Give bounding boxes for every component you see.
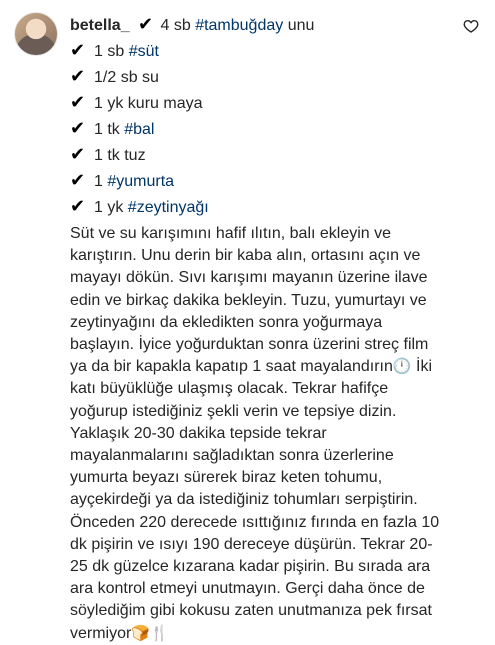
clock-emoji: 🕛 — [392, 358, 412, 376]
ingredient-text: 1/2 sb su — [94, 69, 159, 86]
comment-body — [70, 12, 481, 642]
heart-outline-icon[interactable] — [463, 18, 479, 34]
ingredient-item — [70, 90, 441, 116]
check-icon: ✔ — [138, 14, 154, 34]
username[interactable]: betella_ — [70, 17, 130, 34]
ingredient-hashtag[interactable]: #süt — [128, 43, 159, 60]
ingredient-text: 1 — [94, 173, 108, 190]
ingredient-item — [70, 168, 441, 194]
ingredient-item — [70, 64, 441, 90]
check-icon: ✔ — [70, 66, 86, 86]
ingredient-list — [70, 38, 441, 220]
ingredient-hashtag[interactable]: #bal — [124, 121, 155, 138]
ingredient-text: 1 yk kuru maya — [94, 95, 203, 112]
first-line — [70, 12, 441, 38]
check-icon: ✔ — [70, 118, 86, 138]
instructions — [70, 223, 441, 645]
ingredient-text: 1 tk tuz — [94, 147, 146, 164]
avatar[interactable] — [14, 12, 58, 56]
check-icon: ✔ — [70, 170, 86, 190]
first-line-suffix: unu — [283, 17, 315, 34]
cutlery-emoji: 🍴 — [150, 624, 169, 642]
ingredient-item — [70, 194, 441, 220]
ingredient-text: 1 sb — [94, 43, 129, 60]
check-icon: ✔ — [70, 92, 86, 112]
ingredient-item — [70, 116, 441, 142]
first-line-text: 4 sb — [156, 17, 196, 34]
ingredient-item — [70, 38, 441, 64]
ingredient-item — [70, 142, 441, 168]
instructions-part1: Süt ve su karışımını hafif ılıtın, balı ekleyin ve karıştırın. Unu derin bir kaba alın, ortasını açın ve mayayı dökün. Sıvı karışımı mayanın üzerine ilave edin ve birkaç dakika bekleyin. Tuzu, yumurtayı ve zeytinyağını da ekledikten sonra yoğurmaya başlayın. İyice yoğurduktan sonra üzerini streç film ya da bir kapakla kapatıp 1 saat mayalandırın — [70, 225, 429, 376]
check-icon: ✔ — [70, 40, 86, 60]
check-icon: ✔ — [70, 144, 86, 164]
ingredient-hashtag[interactable]: #zeytinyağı — [127, 199, 209, 216]
ingredient-text: 1 yk — [94, 199, 128, 216]
ingredient-text: 1 tk — [94, 121, 125, 138]
ingredient-hashtag[interactable]: #yumurta — [107, 173, 175, 190]
check-icon: ✔ — [70, 196, 86, 216]
instructions-part2: İki katı büyüklüğe ulaşmış olacak. Tekrar hafifçe yoğurup istediğiniz şekli verin ve tepsiye dizin. Yaklaşık 20-30 dakika tepside tekrar mayalanmalarını sağladıktan sonra üzerlerine yumurta beyazı sürerek biraz keten tohumu, ayçekirdeği ya da istediğiniz tohumları serpiştirin. Önceden 220 derecede ısıttığınız fırında en fazla 10 dk pişirin ve ısıyı 190 dereceye düşürün. Tekrar 20-25 dk güzelce kızarana kadar pişirin. Bu sırada ara ara kontrol etmeyi unutmayın. Gerçi daha önce de söylediğim gibi kokusu zaten unutmanıza pek fırsat vermiyor — [70, 358, 440, 642]
bread-emoji: 🍞 — [131, 624, 151, 642]
hashtag-tambugday[interactable]: #tambuğday — [195, 17, 284, 34]
